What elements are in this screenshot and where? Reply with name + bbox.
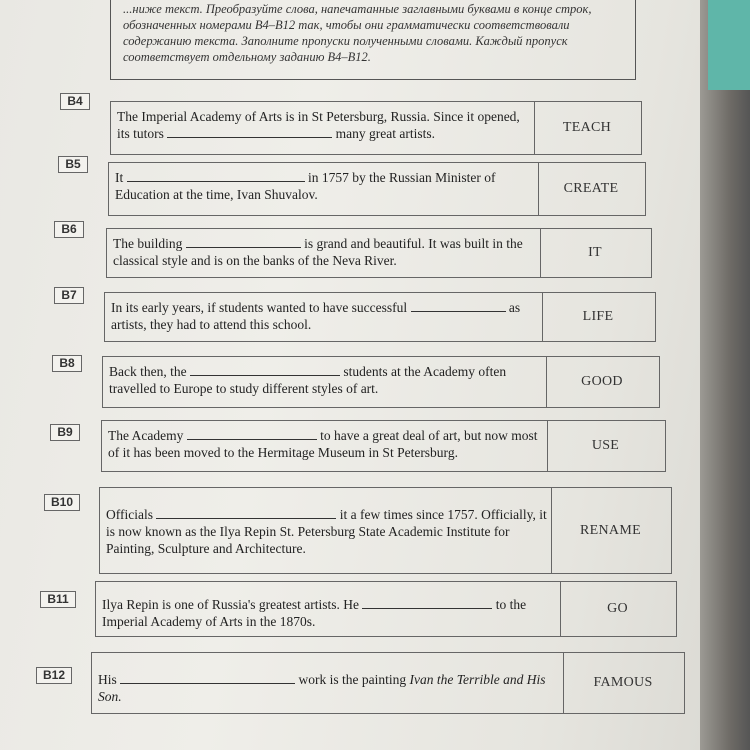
task-label-b9: B9 (50, 424, 80, 441)
base-word-b5: CREATE (563, 181, 619, 196)
answer-blank-b11[interactable] (362, 596, 492, 609)
page-edge-tab (708, 0, 750, 90)
task-sentence-b4: The Imperial Academy of Arts is in St Petersburg, Russia. Since it opened, its tutors many great artists. (111, 102, 535, 154)
base-word-b11: GO (607, 601, 628, 616)
task-b9 (101, 420, 666, 472)
task-sentence-b5: It in 1757 by the Russian Minister of Education at the time, Ivan Shuvalov. (109, 163, 539, 215)
task-label-b10: B10 (44, 494, 80, 511)
task-sentence-b10: Officials it a few times since 1757. Officially, it is now known as the Ilya Repin St. Petersburg State Academic Institute for Painting, Sculpture and Architecture. (100, 488, 552, 573)
answer-blank-b9[interactable] (187, 427, 317, 440)
task-sentence-b9: The Academy to have a great deal of art, but now most of it has been moved to the Hermitage Museum in St Petersburg. (102, 421, 548, 471)
task-sentence-b11: Ilya Repin is one of Russia's greatest artists. He to the Imperial Academy of Arts in the 1870s. (96, 582, 561, 636)
task-sentence-b7: In its early years, if students wanted to have successful as artists, they had to attend this school. (105, 293, 543, 341)
task-sentence-b6: The building is grand and beautiful. It was built in the classical style and is on the banks of the Neva River. (107, 229, 541, 277)
answer-blank-b6[interactable] (186, 235, 301, 248)
task-b10 (99, 487, 672, 574)
base-word-b6: IT (588, 245, 602, 260)
base-word-b8: GOOD (581, 374, 623, 389)
instructions-text: ...ниже текст. Преобразуйте слова, напечатанные заглавными буквами в конце строк, обозначенных номерами B4–B12 так, чтобы они грамматически соответствовали содержанию текста. Заполните пропуски полученными словами. Каждый пропуск соответствует отдельному заданию B4–B12. (123, 2, 592, 64)
task-label-b5: B5 (58, 156, 88, 173)
answer-blank-b8[interactable] (190, 363, 340, 376)
task-b7 (104, 292, 656, 342)
answer-blank-b7[interactable] (411, 299, 506, 312)
base-word-b9: USE (591, 438, 620, 453)
task-b12 (91, 652, 685, 714)
adjacent-page-edge (700, 0, 750, 750)
answer-blank-b5[interactable] (127, 169, 305, 182)
task-b6 (106, 228, 652, 278)
task-sentence-b12: His work is the painting Ivan the Terrible and His Son. (92, 653, 564, 713)
instructions-box (110, 0, 636, 80)
task-label-b6: B6 (54, 221, 84, 238)
answer-blank-b4[interactable] (167, 125, 332, 138)
base-word-b12: FAMOUS (593, 675, 653, 690)
task-label-b8: B8 (52, 355, 82, 372)
answer-blank-b10[interactable] (156, 506, 336, 519)
task-b11 (95, 581, 677, 637)
answer-blank-b12[interactable] (120, 671, 295, 684)
task-label-b11: B11 (40, 591, 76, 608)
task-label-b12: B12 (36, 667, 72, 684)
task-b5 (108, 162, 646, 216)
base-word-b10: RENAME (580, 522, 641, 538)
base-word-b4: TEACH (562, 120, 612, 135)
task-b4 (110, 101, 642, 155)
task-b8 (102, 356, 660, 408)
task-label-b7: B7 (54, 287, 84, 304)
base-word-b7: LIFE (582, 309, 614, 324)
task-label-b4: B4 (60, 93, 90, 110)
task-sentence-b8: Back then, the students at the Academy often travelled to Europe to study different styles of art. (103, 357, 547, 407)
